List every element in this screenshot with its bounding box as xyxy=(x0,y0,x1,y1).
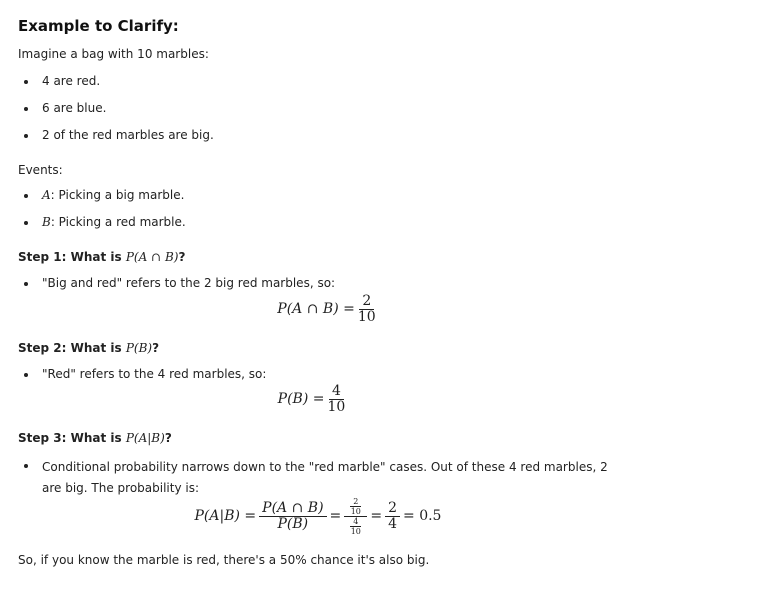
event-symbol: B xyxy=(42,215,51,229)
step1-title-prefix: Step 1: What is xyxy=(18,250,126,264)
step3-fraction-nested xyxy=(344,497,367,536)
step1-fraction xyxy=(358,294,376,325)
step3-f2-num-num: 2 xyxy=(350,497,361,507)
step3-title-math: P(A|B) xyxy=(125,431,165,445)
step3-f2-den-num: 4 xyxy=(350,517,361,527)
step3-equals-1: = xyxy=(329,508,342,524)
step3-f1-denominator: P(B) xyxy=(277,515,309,532)
step2-denominator: 10 xyxy=(327,398,346,415)
step1-title xyxy=(18,249,185,265)
step3-fraction-formula xyxy=(259,501,326,532)
step1-denominator: 10 xyxy=(357,308,376,325)
step3-title xyxy=(18,430,172,446)
bag-item: 4 are red. xyxy=(18,73,718,89)
step2-numerator: 4 xyxy=(329,384,344,400)
step3-equals-2: = xyxy=(370,508,383,524)
step3-f3-numerator: 2 xyxy=(385,501,400,517)
step2-list xyxy=(18,366,718,382)
step3-title-prefix: Step 3: What is xyxy=(18,431,126,445)
step2-title-prefix: Step 2: What is xyxy=(18,341,126,355)
step1-list xyxy=(18,275,718,291)
intro-text: Imagine a bag with 10 marbles: xyxy=(18,47,209,61)
step2-eq-lhs: P(B) = xyxy=(277,391,325,407)
step3-bullet-line1: Conditional probability narrows down to the "red marble" cases. Out of these 4 red marbles, 2 xyxy=(42,460,608,474)
step1-title-math: P(A ∩ B) xyxy=(125,250,179,264)
event-symbol: A xyxy=(42,188,51,202)
step3-bullet xyxy=(18,457,718,499)
event-text: : Picking a big marble. xyxy=(50,188,185,202)
step1-title-suffix: ? xyxy=(178,250,186,264)
events-label: Events: xyxy=(18,163,63,177)
bag-item: 6 are blue. xyxy=(18,100,718,116)
step2-fraction xyxy=(327,384,345,415)
event-item xyxy=(18,214,718,230)
step3-f2-den-den: 10 xyxy=(350,526,361,536)
step2-equation xyxy=(18,381,608,417)
event-item xyxy=(18,187,718,203)
step1-eq-lhs: P(A ∩ B) = xyxy=(277,301,355,317)
conclusion-text: So, if you know the marble is red, there's a 50% chance it's also big. xyxy=(18,553,430,567)
step3-f3-denominator: 4 xyxy=(388,515,398,532)
step1-equation xyxy=(18,291,638,327)
step3-title-suffix: ? xyxy=(164,431,172,445)
step3-result: = 0.5 xyxy=(403,508,442,524)
section-heading: Example to Clarify: xyxy=(18,17,179,35)
step1-numerator: 2 xyxy=(359,294,374,310)
bag-list xyxy=(18,73,718,143)
step3-f2-num-den: 10 xyxy=(350,506,361,516)
step3-equation xyxy=(18,494,618,538)
step3-f2-denominator xyxy=(347,517,364,536)
step3-fraction-simple xyxy=(385,501,400,532)
bag-item: 2 of the red marbles are big. xyxy=(18,127,718,143)
events-list xyxy=(18,187,718,230)
step2-bullet: "Red" refers to the 4 red marbles, so: xyxy=(18,366,718,382)
step3-eq-lhs: P(A|B) = xyxy=(194,508,257,524)
event-text: : Picking a red marble. xyxy=(50,215,186,229)
step3-list xyxy=(18,457,718,499)
step3-f2-numerator xyxy=(344,497,367,517)
step3-bullet-line2: are big. The probability is: xyxy=(42,481,200,495)
step2-title-suffix: ? xyxy=(152,341,160,355)
step2-title xyxy=(18,340,159,356)
step3-f2-den-fraction xyxy=(350,517,361,536)
step1-bullet: "Big and red" refers to the 2 big red marbles, so: xyxy=(18,275,718,291)
step3-f2-num-fraction xyxy=(350,497,361,516)
step3-f1-numerator: P(A ∩ B) xyxy=(259,501,326,517)
step2-title-math: P(B) xyxy=(125,341,153,355)
